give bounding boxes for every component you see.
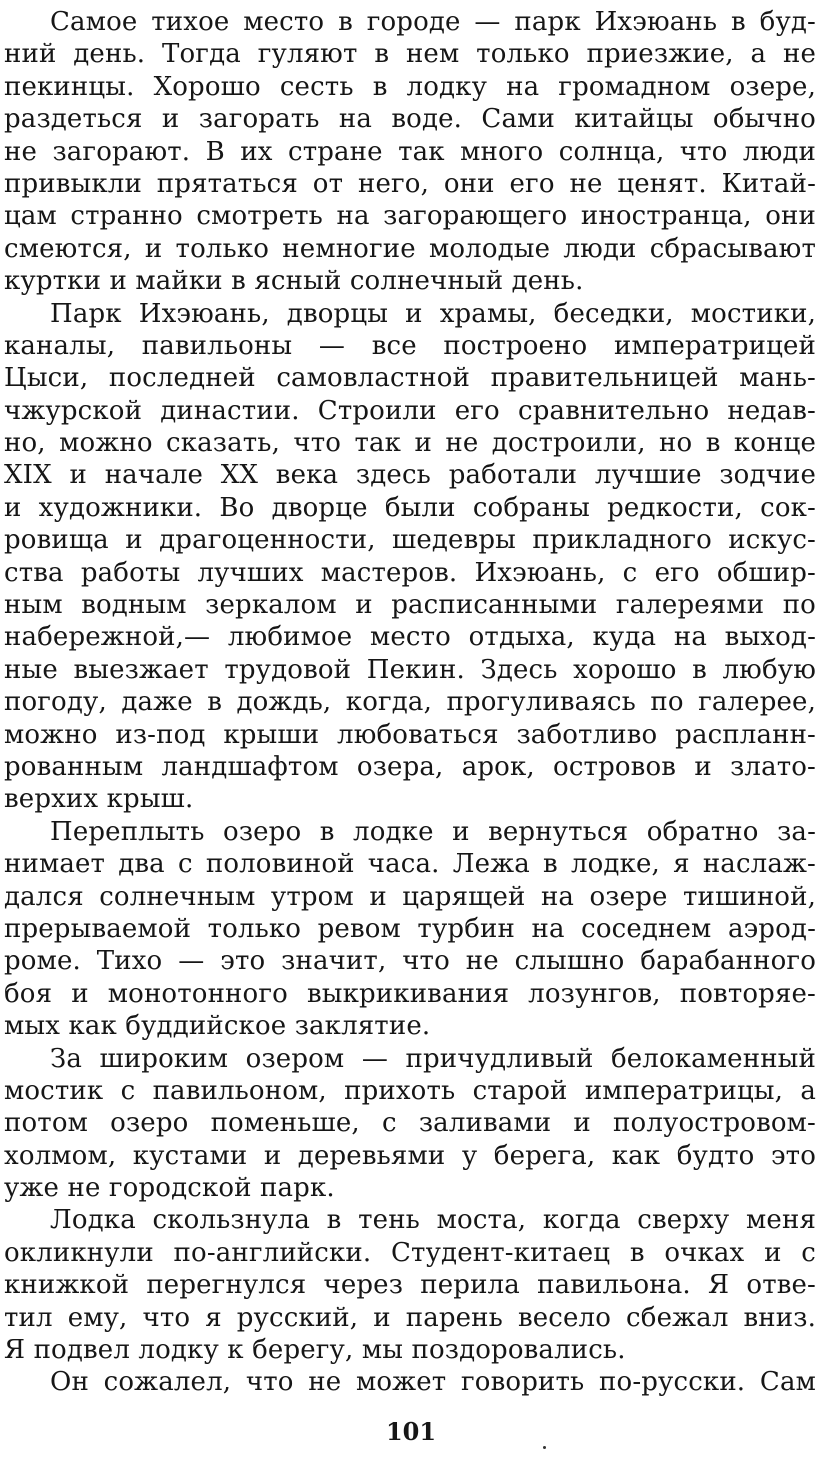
text-line: Лодка скользнула в тень моста, когда сверху меня — [50, 1205, 816, 1236]
text-line: дался солнечным утром и царящей на озере тишиной, — [4, 881, 816, 912]
page-number: 101 — [385, 1417, 437, 1446]
book-page — [4, 0, 816, 1458]
text-line: окликнули по-английски. Студент-китаец в очках и с — [4, 1237, 816, 1268]
text-line: рованным ландшафтом озера, арок, островов и злато- — [4, 751, 816, 782]
text-line: уже не городской парк. — [4, 1173, 335, 1204]
text-line: ства работы лучших мастеров. Ихэюань, с его обшир- — [4, 557, 816, 588]
paragraph — [4, 816, 816, 1043]
paragraph — [4, 298, 816, 816]
text-line: чжурской династии. Строили его сравнительно недав- — [4, 395, 816, 426]
text-line: холмом, кустами и деревьями у берега, как будто это — [4, 1140, 816, 1171]
text-line: Переплыть озеро в лодке и вернуться обратно за- — [50, 816, 816, 847]
text-line: ные выезжает трудовой Пекин. Здесь хорошо в любую — [4, 654, 816, 685]
text-line: мостик с павильоном, прихоть старой императрицы, а — [4, 1075, 816, 1106]
text-line: куртки и майки в ясный солнечный день. — [4, 266, 584, 297]
text-line: верхих крыш. — [4, 784, 194, 815]
text-line: ным водным зеркалом и расписанными галереями по — [4, 590, 816, 621]
print-speck — [543, 1446, 546, 1449]
text-line: потом озеро поменьше, с заливами и полуостровом- — [4, 1108, 816, 1139]
text-line: прерываемой только ревом турбин на соседнем аэрод- — [4, 913, 816, 944]
paragraph — [4, 6, 816, 298]
text-line: привыкли прятаться от него, они его не ценят. Китай- — [4, 168, 816, 199]
text-line: нимает два с половиной часа. Лежа в лодке, я наслаж- — [4, 849, 816, 880]
text-line: Парк Ихэюань, дворцы и храмы, беседки, мостики, — [50, 298, 816, 329]
text-line: ровища и драгоценности, шедевры прикладного искус- — [4, 525, 816, 556]
text-line: Цыси, последней самовластной правительницей мань- — [4, 363, 816, 394]
text-line: не загорают. В их стране так много солнца, что люди — [4, 136, 816, 167]
text-line: Я подвел лодку к берегу, мы поздоровались. — [4, 1335, 626, 1366]
paragraph — [4, 1204, 816, 1366]
text-line: книжкой перегнулся через перила павильона. Я отве- — [4, 1270, 816, 1301]
text-body — [4, 6, 816, 1399]
text-line: За широким озером — причудливый белокаменный — [50, 1043, 816, 1074]
text-line: раздеться и загорать на воде. Сами китайцы обычно — [4, 104, 816, 135]
text-line: смеются, и только немногие молодые люди сбрасывают — [4, 233, 816, 264]
text-line: пекинцы. Хорошо сесть в лодку на громадном озере, — [4, 71, 816, 102]
text-line: XIX и начале XX века здесь работали лучшие зодчие — [4, 460, 816, 491]
text-line: и художники. Во дворце были собраны редкости, сок- — [4, 492, 816, 523]
text-line: набережной,— любимое место отдыха, куда на выход- — [4, 622, 816, 653]
text-line: тил ему, что я русский, и парень весело сбежал вниз. — [4, 1302, 816, 1333]
text-line: погоду, даже в дождь, когда, прогуливаясь по галерее, — [4, 687, 816, 718]
text-line: но, можно сказать, что так и не достроили, но в конце — [4, 428, 816, 459]
text-line: каналы, павильоны — все построено императрицей — [4, 330, 816, 361]
text-line: цам странно смотреть на загорающего иностранца, они — [4, 201, 816, 232]
text-line: боя и монотонного выкрикивания лозунгов, повторяе- — [4, 978, 816, 1009]
text-line: ний день. Тогда гуляют в нем только приезжие, а не — [4, 39, 816, 70]
paragraph — [4, 1043, 816, 1205]
text-line: мых как буддийское заклятие. — [4, 1011, 431, 1042]
text-line: Самое тихое место в городе — парк Ихэюань в буд- — [50, 7, 816, 37]
text-line: роме. Тихо — это значит, что не слышно барабанного — [4, 946, 816, 977]
paragraph — [4, 1366, 816, 1398]
text-line: Он сожалел, что не может говорить по-русски. Сам — [50, 1367, 816, 1398]
text-line: можно из-под крыши любоваться заботливо распланн- — [4, 719, 816, 750]
